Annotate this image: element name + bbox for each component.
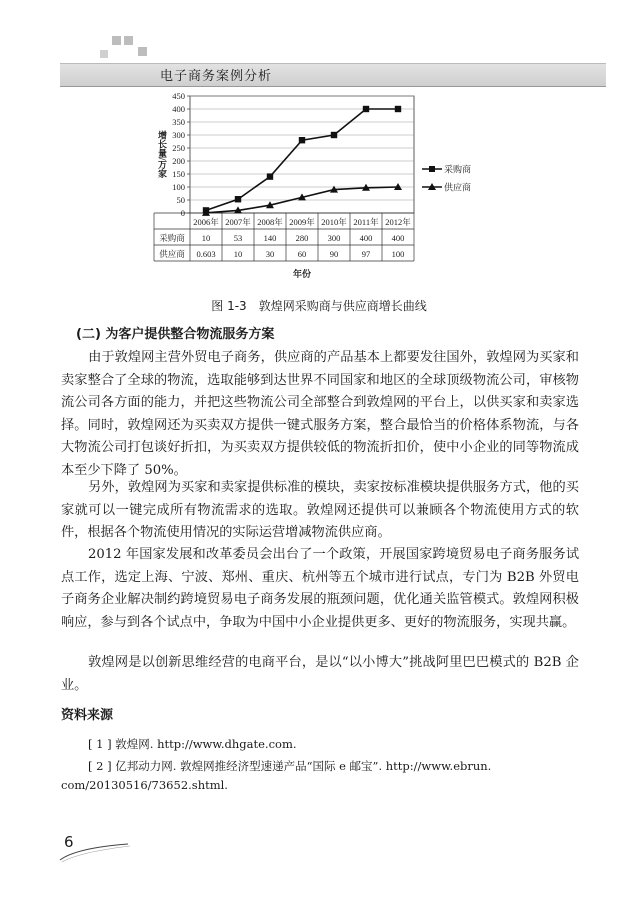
table-value: 280 <box>295 233 309 243</box>
x-category-label: 2010年 <box>321 217 347 227</box>
legend-label: 采购商 <box>444 164 472 175</box>
y-tick-label: 100 <box>172 182 185 192</box>
legend-label: 供应商 <box>444 182 472 193</box>
legend-marker <box>429 166 435 172</box>
table-value: 300 <box>327 233 341 243</box>
table-series-name: 采购商 <box>159 233 185 243</box>
table-value: 10 <box>233 249 243 259</box>
section-heading: (二) 为客户提供整合物流服务方案 <box>76 327 275 342</box>
table-value: 30 <box>265 249 275 259</box>
series-point <box>299 137 305 143</box>
table-value: 53 <box>233 233 243 243</box>
table-value: 90 <box>329 249 339 259</box>
x-category-label: 2007年 <box>225 217 251 227</box>
y-tick-label: 0 <box>180 208 185 218</box>
y-tick-label: 400 <box>172 104 185 114</box>
y-tick-label: 50 <box>176 195 185 205</box>
paragraph-3: 2012 年国家发展和改革委员会出台了一个政策，开展国家跨境贸易电子商务服务试点工作，选定上海、宁波、郑州、重庆、杭州等五个城市进行试点，专门为 B2B 外贸电子商务企业解决制约跨境贸易电子商务发展的瓶颈问题，优化通关监管模式。敦煌网积极响应，参与到各个试点中，争取为中国中小企业提供更多、更好的物流服务，实现共赢。 <box>61 547 579 630</box>
x-category-label: 2009年 <box>289 217 315 227</box>
x-category-label: 2011年 <box>353 217 379 227</box>
table-value: 400 <box>359 233 373 243</box>
y-tick-label: 300 <box>172 130 185 140</box>
x-axis-label: 年份 <box>292 269 312 279</box>
table-value: 97 <box>361 249 371 259</box>
series-point <box>363 106 369 112</box>
y-tick-label: 150 <box>172 169 185 179</box>
paragraph-1: 由于敦煌网主营外贸电子商务，供应商的产品基本上都要发往国外，敦煌网为买家和卖家整合了全球的物流，选取能够到达世界不同国家和地区的全球顶级物流公司，审核物流公司各方面的能力，并把这些物流公司全部整合到敦煌网的平台上，以供买家和卖家选择。同时，敦煌网还为买卖双方提供一键式服务方案，整合最恰当的价格体系物流，与各大物流公司打包谈好折扣，为买卖双方提供较低的物流折扣价，使中小企业的同等物流成本至少下降了 50%。 <box>61 350 579 478</box>
paragraph-2: 另外，敦煌网为买家和卖家提供标准的模块，卖家按标准模块提供服务方式，他的买家就可以一键完成所有物流需求的选取。敦煌网还提供可以兼顾各个物流使用方式的软件，根据各个物流使用情况的实际运营增减物流供应商。 <box>61 480 579 540</box>
table-series-name: 供应商 <box>159 249 185 259</box>
paragraph-4: 敦煌网是以创新思维经营的电商平台，是以“以小博大”挑战阿里巴巴模式的 B2B 企业。 <box>61 655 579 693</box>
header-bar <box>60 63 606 87</box>
growth-chart <box>150 92 480 292</box>
table-value: 100 <box>391 249 405 259</box>
sources-heading: 资料来源 <box>61 708 114 723</box>
series-point <box>235 196 241 202</box>
series-point <box>267 173 273 179</box>
table-value: 60 <box>297 249 307 259</box>
page-number: 6 <box>64 833 74 851</box>
y-axis-label: 增长量/万家 <box>157 130 167 179</box>
series-point <box>331 132 337 138</box>
running-header-title: 电子商务案例分析 <box>160 69 273 84</box>
y-tick-label: 250 <box>172 143 185 153</box>
x-category-label: 2006年 <box>193 217 219 227</box>
x-category-label: 2008年 <box>257 217 283 227</box>
y-tick-label: 200 <box>172 156 185 166</box>
y-tick-label: 450 <box>172 92 185 101</box>
table-value: 0.603 <box>196 249 216 259</box>
y-tick-label: 350 <box>172 117 185 127</box>
table-value: 10 <box>201 233 211 243</box>
figure-caption: 图 1-3 敦煌网采购商与供应商增长曲线 <box>211 299 427 313</box>
reference-2: [ 2 ] 亿邦动力网. 敦煌网推经济型速递产品“国际 e 邮宝”. http://www.ebrun. com/20130516/73652.shtml. <box>61 759 492 792</box>
reference-1: [ 1 ] 敦煌网. http://www.dhgate.com. <box>88 737 297 751</box>
series-point <box>395 106 401 112</box>
table-value: 400 <box>391 233 405 243</box>
x-category-label: 2012年 <box>385 217 411 227</box>
table-value: 140 <box>263 233 277 243</box>
